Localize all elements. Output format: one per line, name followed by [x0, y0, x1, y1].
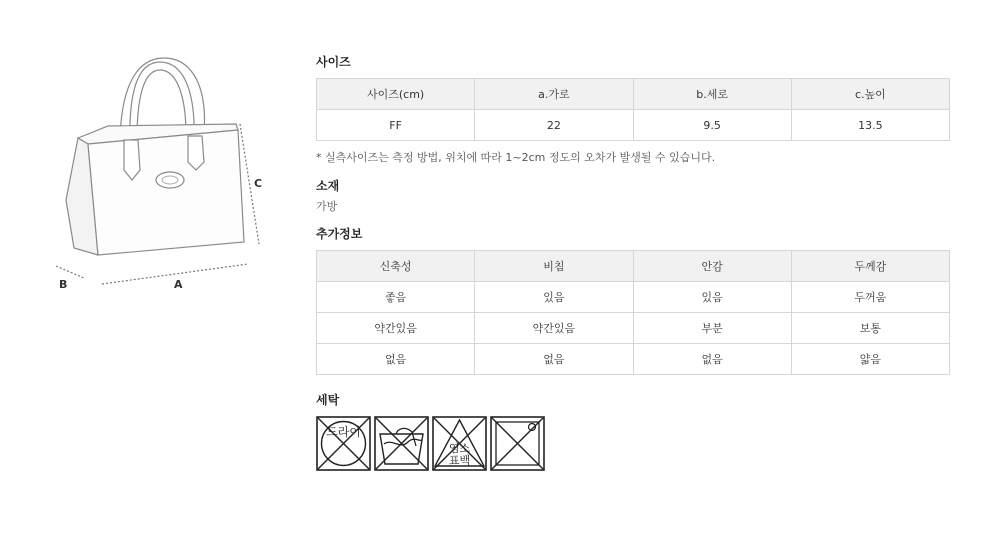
- extra-cell: 있음: [475, 282, 633, 313]
- product-info: [316, 54, 950, 471]
- table-row: [317, 282, 950, 313]
- extra-cell: 약간있음: [317, 313, 475, 344]
- extra-info-table: [316, 250, 950, 375]
- extra-info-header: [317, 251, 950, 282]
- no-hand-wash-icon: [374, 416, 429, 471]
- size-header-cell: a.가로: [475, 79, 633, 110]
- extra-header-cell: 두께감: [791, 251, 949, 282]
- no-bleach-icon: [432, 416, 487, 471]
- extra-cell: 얇음: [791, 344, 949, 375]
- size-note: * 실측사이즈는 측정 방법, 위치에 따라 1~2cm 정도의 오차가 발생될 수 있습니다.: [316, 151, 716, 164]
- size-header-cell: b.세로: [633, 79, 791, 110]
- wash-icons: [316, 416, 950, 471]
- dimension-label-a: A: [174, 278, 183, 291]
- extra-cell: 두꺼움: [791, 282, 949, 313]
- extra-header-cell: 비침: [475, 251, 633, 282]
- no-dry-clean-icon: [316, 416, 371, 471]
- bag-diagram: [48, 50, 288, 300]
- table-row: [317, 344, 950, 375]
- extra-info-title: 추가정보: [316, 227, 363, 241]
- extra-cell: 있음: [633, 282, 791, 313]
- material-title: 소재: [316, 179, 340, 193]
- bag-illustration: [48, 50, 288, 300]
- extra-cell: 없음: [317, 344, 475, 375]
- size-cell: 9.5: [633, 110, 791, 141]
- bleach-text-line-1: 염소: [448, 442, 471, 455]
- extra-cell: 부분: [633, 313, 791, 344]
- extra-header-cell: 안감: [633, 251, 791, 282]
- extra-cell: 없음: [475, 344, 633, 375]
- bleach-text-line-2: 표백: [448, 454, 471, 467]
- table-row: [317, 313, 950, 344]
- extra-cell: 좋음: [317, 282, 475, 313]
- size-header-cell: 사이즈(cm): [317, 79, 475, 110]
- table-row: [317, 110, 950, 141]
- dimension-label-b: B: [59, 278, 68, 291]
- extra-cell: 없음: [633, 344, 791, 375]
- dry-clean-text: 드라이: [326, 425, 361, 439]
- extra-header-cell: 신축성: [317, 251, 475, 282]
- size-cell: 13.5: [791, 110, 949, 141]
- size-cell: FF: [317, 110, 475, 141]
- size-table-header: [317, 79, 950, 110]
- material-value: 가방: [316, 200, 338, 213]
- size-title: 사이즈: [316, 55, 351, 69]
- size-header-cell: c.높이: [791, 79, 949, 110]
- dimension-label-c: C: [254, 177, 263, 190]
- extra-cell: 보통: [791, 313, 949, 344]
- size-table: [316, 78, 950, 141]
- extra-cell: 약간있음: [475, 313, 633, 344]
- wash-title: 세탁: [316, 393, 340, 407]
- size-cell: 22: [475, 110, 633, 141]
- no-tumble-dry-icon: [490, 416, 545, 471]
